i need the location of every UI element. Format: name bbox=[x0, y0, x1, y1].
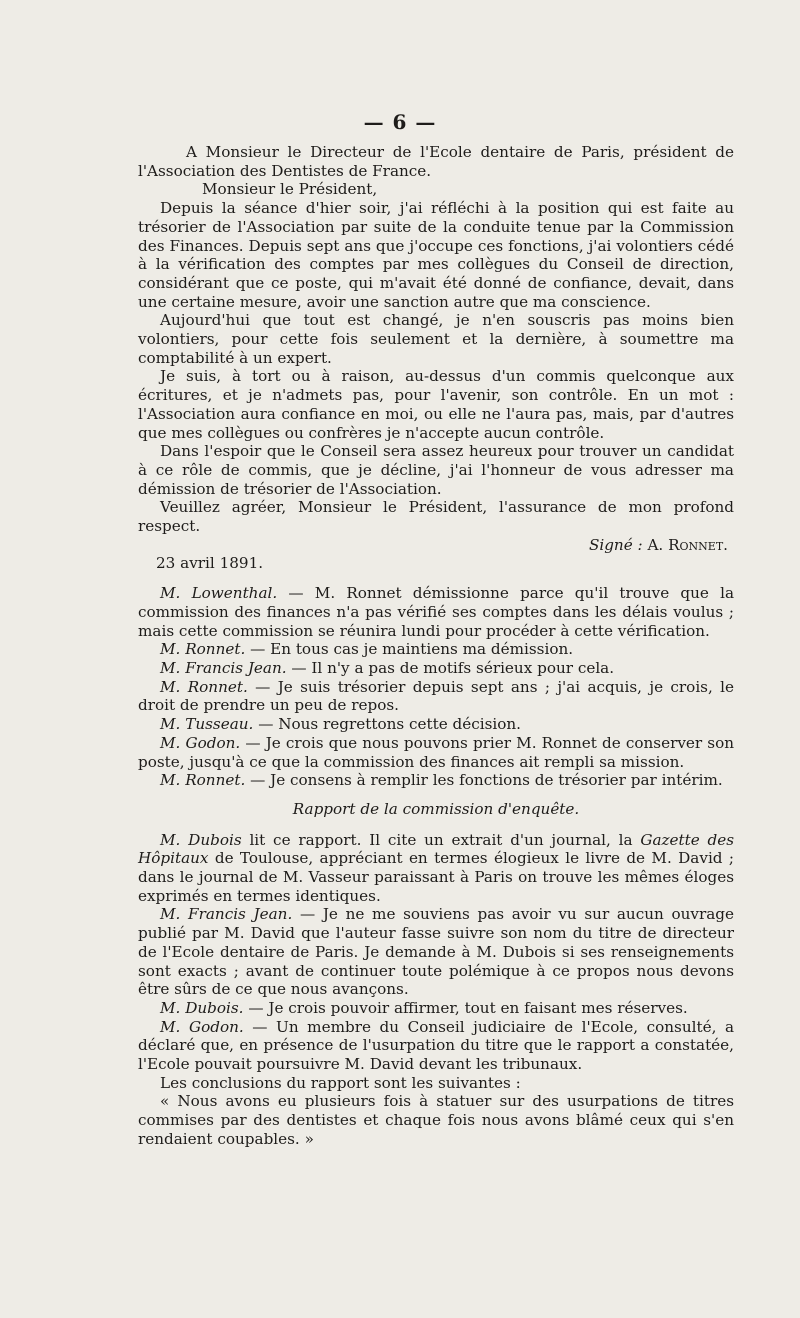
speech-text: — Je suis trésorier depuis sept ans ; j'ai acquis, je crois, le droit de prendre un peu de repos. bbox=[138, 677, 734, 715]
report-text: de Toulouse, appréciant en termes élogieux le livre de M. David ; dans le journal de M. Vasseur paraissant à Paris on trouve les mêmes éloges exprimés en termes identiques. bbox=[138, 849, 734, 905]
speech-text: — Je crois que nous pouvons prier M. Ronnet de conserver son poste, jusqu'à ce que la commission des finances ait rempli sa mission. bbox=[138, 733, 735, 771]
letter-paragraph: Depuis la séance d'hier soir, j'ai réfléchi à la position qui est faite au trésorier de l'Association par suite de la conduite tenue par la Commission des Finances. Depuis sept ans que j'occupe ces fonctions, j'ai volontiers cédé à la vérification des comptes par mes collègues du Conseil de direction, considérant que ce poste, qui m'avait été donné de confiance, devait, dans une certaine mesure, avoir une sanction autre que ma conscience. bbox=[138, 199, 734, 311]
page-number: — 6 — bbox=[363, 110, 437, 134]
speaker-name: M. Francis Jean. bbox=[160, 905, 293, 924]
body-text bbox=[138, 143, 734, 1149]
debate-entry bbox=[138, 715, 734, 734]
speaker-name: M. Godon. bbox=[160, 1017, 244, 1036]
journal-name: Gazette des Hôpitaux bbox=[138, 830, 735, 868]
debate-entry bbox=[138, 659, 734, 678]
speaker-name: M. Tusseau. bbox=[160, 715, 254, 734]
report-quote: « Nous avons eu plusieurs fois à statuer sur des usurpations de titres commises par des dentistes et chaque fois nous avons blâmé ceux qui s'en rendaient coupables. » bbox=[138, 1092, 734, 1148]
letter-paragraph: Aujourd'hui que tout est changé, je n'en souscris pas moins bien volontiers, pour cette fois seulement et la dernière, à soumettre ma comptabilité à un expert. bbox=[138, 311, 734, 367]
debate-entry bbox=[138, 771, 734, 790]
debate-entry bbox=[138, 734, 734, 771]
speaker-name: M. Lowenthal. bbox=[160, 584, 278, 603]
letter-paragraph: Je suis, à tort ou à raison, au-dessus d'un commis quelconque aux écritures, et je n'admets pas, pour l'avenir, son contrôle. En un mot : l'Association aura confiance en moi, ou elle ne l'aura pas, mais, par d'autres que mes collègues ou confrères je n'accepte aucun contrôle. bbox=[138, 367, 734, 442]
conclusions-intro: Les conclusions du rapport sont les suivantes : bbox=[160, 1073, 521, 1092]
debate-entry bbox=[138, 640, 734, 659]
speaker-name: M. Godon. bbox=[160, 733, 241, 752]
letter-signature bbox=[138, 536, 728, 555]
letter-paragraph: Veuillez agréer, Monsieur le Président, l'assurance de mon profond respect. bbox=[138, 498, 734, 536]
speech-text: — Je ne me souviens pas avoir vu sur aucun ouvrage publié par M. David que l'auteur fasse suivre son nom du titre de directeur de l'Ecole dentaire de Paris. Je demande à M. Dubois si ses renseignements sont exacts ; avant de continuer toute polémique à ce propos nous devons être sûrs de ce que nous avançons. bbox=[138, 905, 734, 999]
debate-entry bbox=[138, 999, 734, 1018]
speaker-name: M. Ronnet. bbox=[160, 640, 246, 659]
speech-text: — Un membre du Conseil judiciaire de l'Ecole, consulté, a déclaré que, en présence de l'usurpation du titre que le rapport a constatée, l'Ecole pouvait poursuivre M. David devant les tribunaux. bbox=[138, 1017, 735, 1074]
signature-name: A. Ronnet. bbox=[647, 535, 728, 554]
speaker-name: M. Francis Jean. bbox=[160, 658, 287, 677]
speech-text: — Il n'y a pas de motifs sérieux pour cela. bbox=[291, 658, 615, 677]
letter-address: A Monsieur le Directeur de l'Ecole dentaire de Paris, président de l'Association des Dentistes de France. bbox=[138, 143, 734, 180]
speech-text: — Je consens à remplir les fonctions de trésorier par intérim. bbox=[250, 771, 723, 790]
speaker-name: M. Ronnet. bbox=[160, 771, 246, 790]
report-text: lit ce rapport. Il cite un extrait d'un journal, la bbox=[249, 830, 633, 849]
speaker-name: M. Dubois bbox=[160, 830, 242, 849]
debate-entry bbox=[138, 678, 734, 715]
speaker-name: M. Dubois. bbox=[160, 998, 244, 1017]
speech-text: — Nous regrettons cette décision. bbox=[258, 715, 522, 734]
letter-date: 23 avril 1891. bbox=[156, 554, 264, 573]
speech-text: — M. Ronnet démissionne parce qu'il trouve que la commission des finances n'a pas vérifié ses comptes dans les délais voulus ; mais cette commission se réunira lundi pour procéder à cette vérification. bbox=[138, 584, 735, 640]
section-heading: Rapport de la commission d'enquête. bbox=[292, 799, 580, 818]
letter-salutation: Monsieur le Président, bbox=[202, 180, 378, 199]
signature-label: Signé : bbox=[588, 535, 643, 554]
speaker-name: M. Ronnet. bbox=[160, 677, 248, 696]
letter-paragraph: Dans l'espoir que le Conseil sera assez heureux pour trouver un candidat à ce rôle de commis, que je décline, j'ai l'honneur de vous adresser ma démission de trésorier de l'Association. bbox=[138, 442, 734, 498]
speech-text: — En tous cas je maintiens ma démission. bbox=[250, 640, 574, 659]
speech-text: — Je crois pouvoir affirmer, tout en faisant mes réserves. bbox=[248, 998, 688, 1017]
debate-entry bbox=[138, 905, 734, 999]
debate-entry bbox=[138, 584, 734, 640]
debate-entry bbox=[138, 1018, 734, 1074]
report-intro bbox=[138, 831, 734, 906]
